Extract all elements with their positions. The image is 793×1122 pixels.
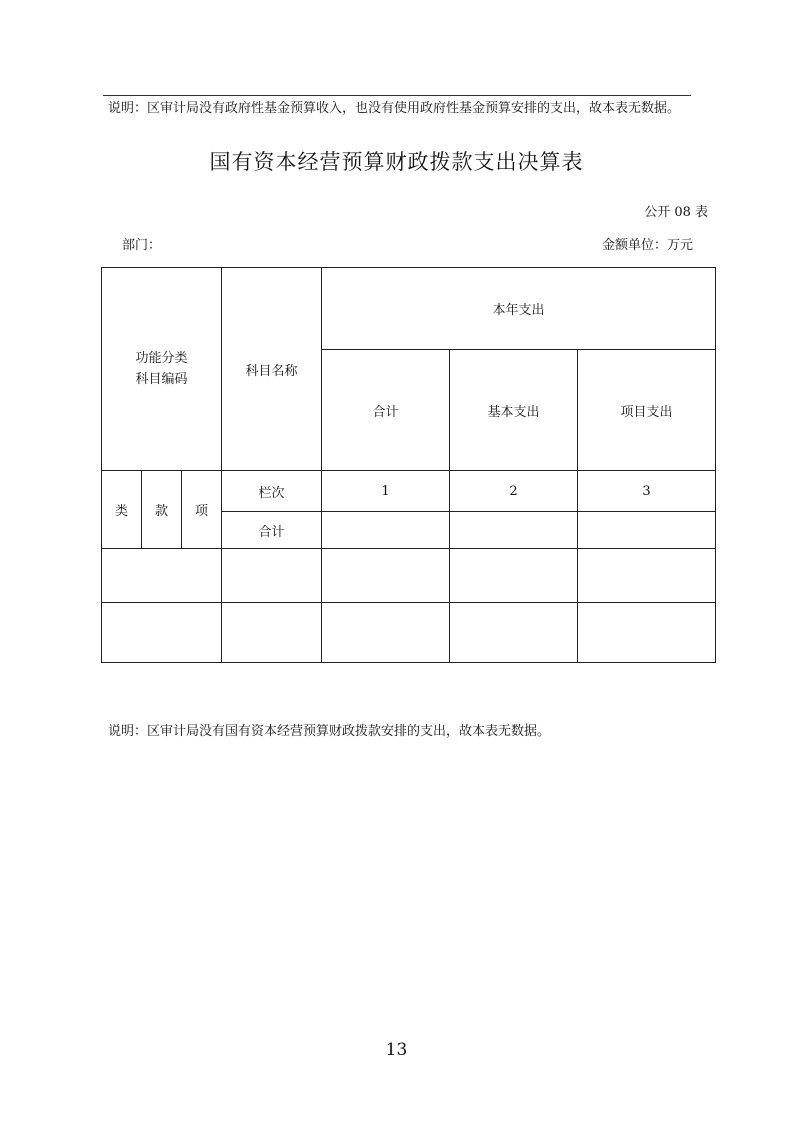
column-number-2: 2 [450,471,578,512]
table-row [102,603,716,663]
empty-cell [322,549,450,603]
func-class-line2: 科目编码 [135,372,188,387]
project-value-cell [578,512,716,549]
project-col-header: 项目支出 [578,350,716,471]
total-row-label: 合计 [222,512,322,549]
total-value-cell [322,512,450,549]
kuan-header: 款 [142,471,182,549]
table-row [102,549,716,603]
department-label: 部门： [122,238,162,253]
empty-cell [102,603,222,663]
xiang-header: 项 [182,471,222,549]
page-number: 13 [385,1040,408,1060]
empty-cell [578,603,716,663]
amount-unit-label: 金额单位：万元 [601,238,693,253]
column-number-3: 3 [578,471,716,512]
empty-cell [102,549,222,603]
empty-cell [450,603,578,663]
column-number-1: 1 [322,471,450,512]
expenditure-table [101,267,716,663]
func-class-line1: 功能分类 [135,351,188,366]
func-class-header [102,268,222,471]
empty-cell [222,549,322,603]
header-rule [103,95,691,96]
basic-col-header: 基本支出 [450,350,578,471]
empty-cell [578,549,716,603]
header-row [102,268,716,350]
empty-cell [222,603,322,663]
empty-cell [322,603,450,663]
lei-header: 类 [102,471,142,549]
page-title: 国有资本经营预算财政拨款支出决算表 [209,150,584,174]
subject-name-header: 科目名称 [222,268,322,471]
total-col-header: 合计 [322,350,450,471]
year-expense-header: 本年支出 [322,268,716,350]
basic-value-cell [450,512,578,549]
column-number-row [102,471,716,512]
bottom-note: 说明：区审计局没有国有资本经营预算财政拨款安排的支出，故本表无数据。 [108,724,551,739]
top-note: 说明：区审计局没有政府性基金预算收入，也没有使用政府性基金预算安排的支出，故本表无数据。 [108,101,681,116]
empty-cell [450,549,578,603]
column-no-label: 栏次 [222,471,322,512]
table-number: 公开 08 表 [644,205,708,220]
